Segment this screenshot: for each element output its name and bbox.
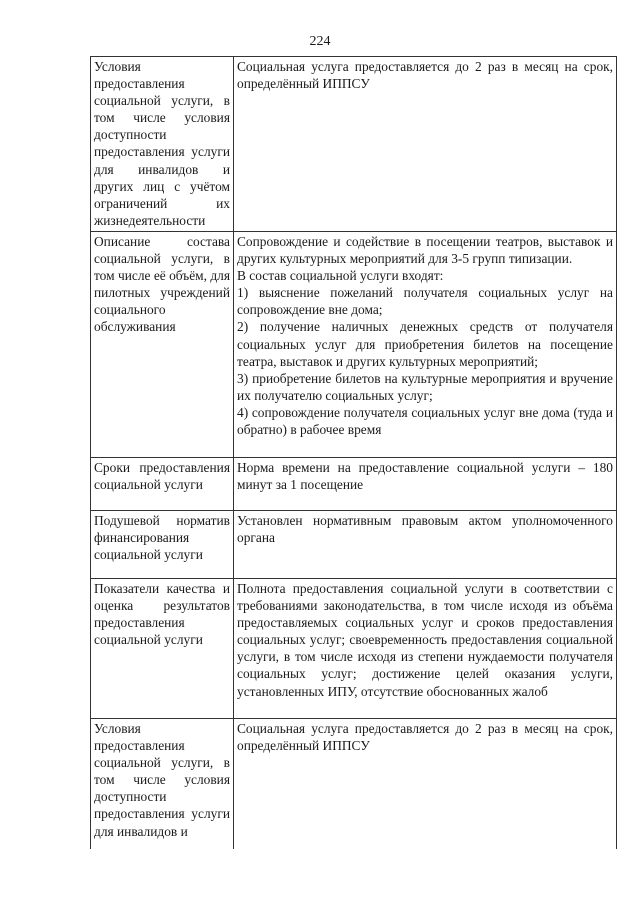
row-label: Условия предоставления социальной услуги, в том числе условия доступности предоставления услуги для инвалидов и xyxy=(91,719,234,849)
table-row xyxy=(91,458,617,511)
row-content xyxy=(234,579,617,719)
row-label: Сроки предоставления социальной услуги xyxy=(91,458,234,511)
content-paragraph: 4) сопровождение получателя социальных услуг вне дома (туда и обратно) в рабочее время xyxy=(237,404,613,438)
table-row xyxy=(91,57,617,232)
content-paragraph: Норма времени на предоставление социальной услуги – 180 минут за 1 посещение xyxy=(237,460,613,493)
row-label: Показатели качества и оценка результатов предоставления социальной услуги xyxy=(91,579,234,719)
row-content xyxy=(234,232,617,458)
table-row xyxy=(91,511,617,579)
content-paragraph: Установлен нормативным правовым актом уполномоченного органа xyxy=(237,513,613,546)
row-content xyxy=(234,719,617,849)
content-paragraph: 2) получение наличных денежных средств от получателя социальных услуг для приобретения билетов на посещение театра, выставок и других культурных мероприятий; xyxy=(237,319,613,369)
table-row xyxy=(91,579,617,719)
table-row xyxy=(91,719,617,849)
row-label: Условия предоставления социальной услуги, в том числе условия доступности предоставления услуги для инвалидов и других лиц с учётом ограничений их жизнедеятельности xyxy=(91,57,234,232)
row-label: Подушевой норматив финансирования социальной услуги xyxy=(91,511,234,579)
content-paragraph: Социальная услуга предоставляется до 2 раз в месяц на срок, определённый ИППСУ xyxy=(237,59,613,92)
content-paragraph: 3) приобретение билетов на культурные мероприятия и вручение их получателю социальных услуг; xyxy=(237,370,613,403)
content-paragraph: Сопровождение и содействие в посещении театров, выставок и других культурных мероприятий для 3-5 групп типизации. xyxy=(237,234,613,267)
content-paragraph: Полнота предоставления социальной услуги в соответствии с требованиями законодательства, в том числе исходя из объёма предоставляемых социальных услуг и сроков предоставления социальных услуг; своевременность предоставления социальной услуги, в том числе исходя из степени нуждаемости получателя социальных услуг; достижение целей оказания услуги, установленных ИПУ, отсутствие обоснованных жалоб xyxy=(237,581,613,699)
content-paragraph: 1) выяснение пожеланий получателя социальных услуг на сопровождение вне дома; xyxy=(237,285,613,318)
row-content xyxy=(234,57,617,232)
table-row xyxy=(91,232,617,458)
service-description-table xyxy=(90,56,617,849)
row-content xyxy=(234,511,617,579)
content-paragraph: В состав социальной услуги входят: xyxy=(237,268,444,284)
page-number: 224 xyxy=(309,34,331,49)
row-content xyxy=(234,458,617,511)
row-label: Описание состава социальной услуги, в том числе её объём, для пилотных учреждений социального обслуживания xyxy=(91,232,234,458)
content-paragraph: Социальная услуга предоставляется до 2 раз в месяц на срок, определённый ИППСУ xyxy=(237,721,613,754)
